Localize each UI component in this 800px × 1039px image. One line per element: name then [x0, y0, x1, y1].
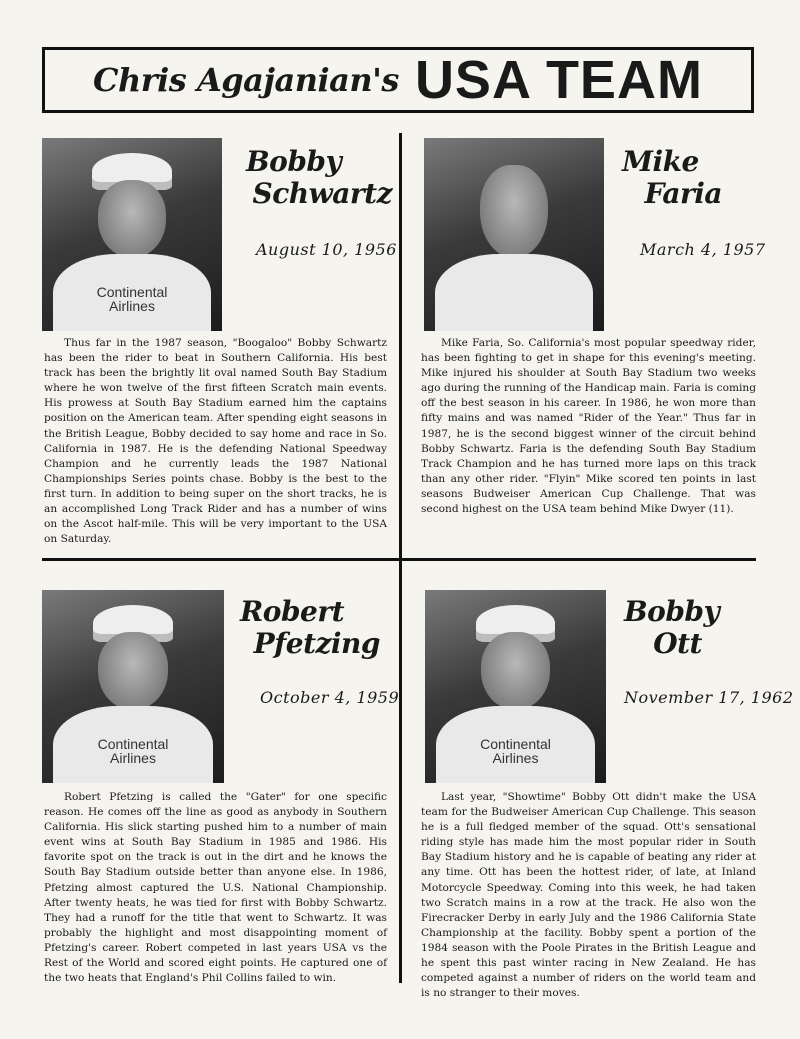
face-shape: [98, 180, 166, 257]
rider-first-name: Robert: [240, 595, 345, 628]
rider-dob-pfetzing: October 4, 1959: [260, 688, 400, 707]
jersey-logo-text: Continental Airlines: [480, 735, 551, 767]
rider-dob-ott: November 17, 1962: [624, 688, 794, 707]
rider-name-pfetzing: [240, 596, 380, 660]
jersey-logo-text: Continental Airlines: [97, 735, 169, 767]
rider-name-ott: [616, 595, 720, 660]
page-title: USA TEAM: [414, 50, 703, 110]
rider-photo-faria: [424, 138, 604, 331]
face-shape: [480, 165, 548, 258]
jersey-logo-text: Continental Airlines: [96, 283, 168, 315]
jersey-shape: [435, 254, 593, 331]
rider-dob-schwartz: August 10, 1956: [256, 240, 397, 259]
rider-name-faria: [612, 146, 722, 210]
rider-bio-schwartz: Thus far in the 1987 season, "Boogaloo" Bobby Schwartz has been the rider to beat in Southern California. His best track has been the brightly lit oval named South Bay Stadium where he won twelve of the first fifteen Scratch main events. His prowess at South Bay Stadium earned him the captains position on the American team. After spending eight seasons in the British League, Bobby decided to say home and race in So. California in 1987. He is the defending National Speedway Champion and he currently leads the 1987 National Championships Series points chase. Bobby is the best to the first turn. In addition to being super on the short tracks, he is an accomplished Long Track Rider and has a number of wins on the Ascot half-mile. This will be very important to the USA on Saturday.: [44, 337, 387, 546]
rider-dob-faria: March 4, 1957: [640, 240, 766, 259]
rider-last-name: Faria: [644, 177, 722, 210]
horizontal-divider: [42, 558, 756, 561]
rider-first-name: Bobby: [246, 145, 342, 178]
face-shape: [481, 632, 550, 709]
rider-bio-faria: Mike Faria, So. California's most popular speedway rider, has been fighting to get in shape for this evening's meeting. Mike injured his shoulder at South Bay Stadium two weeks ago during the running of the Handicap main. Faria is coming off the best season in his career. In 1986, he won more than fifty mains and was named "Rider of the Year." Thus far in 1987, he is the second biggest winner of the circuit behind Bobby Schwartz. Faria is the defending South Bay Stadium Track Champion and he has turned more laps on this track than any other rider. "Flyin" Mike scored ten points in last seasons Budweiser American Cup Challenge. That was second highest on the USA team behind Mike Dwyer (11).: [421, 337, 756, 516]
face-shape: [98, 632, 167, 709]
rider-photo-schwartz: [42, 138, 222, 331]
rider-first-name: Mike: [622, 145, 699, 178]
rider-bio-ott: Last year, "Showtime" Bobby Ott didn't make the USA team for the Budweiser American Cup Challenge. This season he is a full fledged member of the squad. Ott's sensational riding style has made him the most popular rider in South Bay Stadium history and he is capable of beating any rider at any time. Ott has been the hottest rider, of late, at Inland Motorcycle Speedway. Coming into this week, he had taken two Scratch mains in a row at the track. He also won the Firecracker Derby in early July and the 1986 California State Championship at the facility. Bobby spent a portion of the 1984 season with the Poole Pirates in the British League and he spent this past winter racing in New Zealand. He has competed against a number of riders on the world team and is no stranger to their moves.: [421, 791, 756, 1000]
rider-last-name: Pfetzing: [253, 627, 380, 660]
rider-last-name: Schwartz: [252, 177, 392, 210]
rider-name-schwartz: [232, 146, 392, 210]
page-title-box: [42, 47, 754, 113]
rider-photo-pfetzing: [42, 590, 224, 783]
title-script: Chris Agajanian's: [93, 61, 399, 99]
rider-bio-pfetzing: Robert Pfetzing is called the "Gater" for one specific reason. He comes off the line as good as anybody in Southern California. His slick starting pushed him to a number of main event wins at South Bay Stadium in 1985 and 1986. His favorite spot on the track is out in the dirt and he knows the South Bay Stadium outside better than anyone else. In 1986, Pfetzing almost captured the U.S. National Championship. After twenty heats, he was tied for first with Bobby Schwartz. They had a runoff for the title that went to Schwartz. It was probably the highlight and most disappointing moment of Pfetzing's career. Robert competed in last years USA vs the Rest of the World and scored eight points. He captured one of the two heats that England's Phil Collins failed to win.: [44, 791, 387, 985]
rider-photo-ott: [425, 590, 606, 783]
rider-first-name: Bobby: [624, 595, 720, 628]
rider-last-name: Ott: [653, 627, 702, 660]
